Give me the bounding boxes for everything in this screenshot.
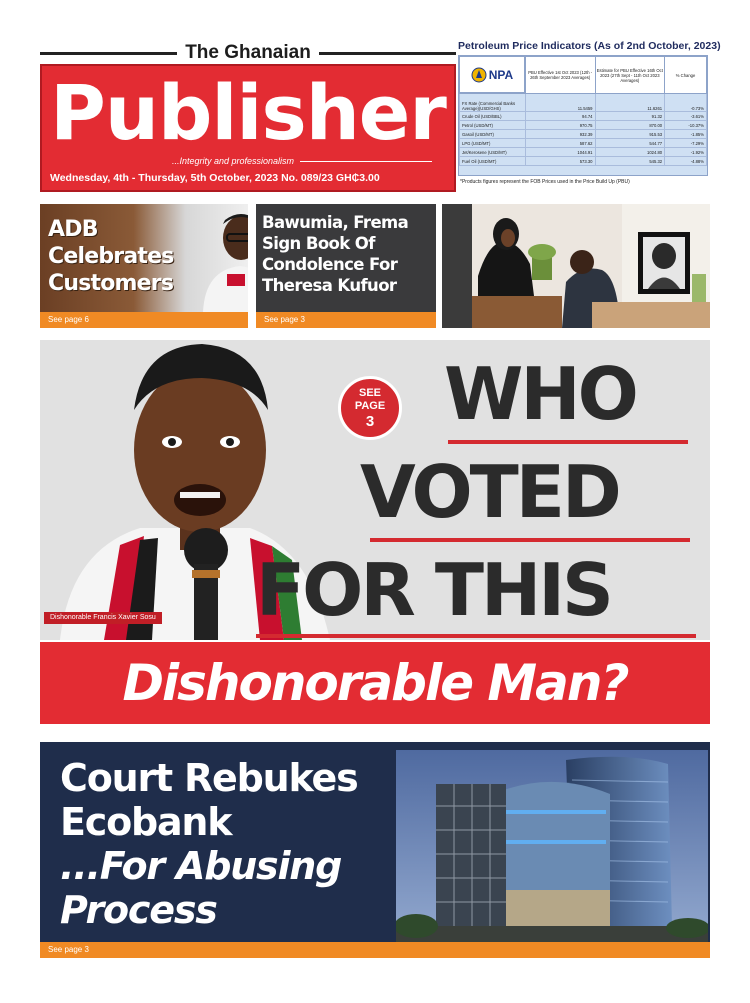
table-row bbox=[460, 157, 707, 166]
teaser-bawumia-headline bbox=[262, 212, 434, 296]
petroleum-row-label: Jet/Kerosene (USD/MT) bbox=[460, 148, 526, 157]
petroleum-cell: 545.32 bbox=[595, 157, 665, 166]
badge-line: PAGE bbox=[354, 399, 386, 412]
npa-emblem-icon bbox=[471, 67, 487, 83]
table-row bbox=[460, 121, 707, 130]
headline-line: Customers bbox=[48, 271, 174, 296]
headline-line: Bawumia, Frema bbox=[262, 213, 409, 232]
petroleum-cell: 870.00 bbox=[595, 121, 665, 130]
petroleum-row-label: Fuel Oil (USD/MT) bbox=[460, 157, 526, 166]
npa-logo bbox=[460, 57, 525, 93]
petroleum-row-label: Crude Oil (USD/BBL) bbox=[460, 112, 526, 121]
petroleum-cell: 573.30 bbox=[525, 157, 595, 166]
petroleum-title: Petroleum Price Indicators (As of 2nd October, 2023) bbox=[458, 40, 721, 52]
teaser-adb-headline bbox=[48, 216, 208, 297]
petroleum-cell: 932.39 bbox=[525, 130, 595, 139]
petroleum-cell: -1.85% bbox=[665, 130, 707, 139]
headline-line: Ecobank bbox=[60, 800, 232, 844]
headline-line: ...For Abusing bbox=[60, 844, 342, 888]
headline-line: Process bbox=[60, 888, 217, 932]
masthead bbox=[40, 40, 456, 192]
lead-headline-line: VOTED bbox=[360, 450, 619, 534]
petroleum-cell: -10.37% bbox=[665, 121, 707, 130]
tagline-rule bbox=[300, 161, 432, 162]
headline-line: Celebrates bbox=[48, 244, 174, 269]
petroleum-cell: 1024.80 bbox=[595, 148, 665, 157]
masthead-dateline: Wednesday, 4th - Thursday, 5th October, 2023 No. 089/23 GH₵3.00 bbox=[50, 172, 380, 184]
headline-line: Sign Book Of bbox=[262, 234, 375, 253]
badge-line: 3 bbox=[365, 412, 375, 430]
lead-headline-line: WHO bbox=[444, 352, 636, 436]
masthead-tagline: ...Integrity and professionalism bbox=[172, 156, 295, 166]
npa-logo-text: NPA bbox=[488, 67, 514, 82]
lead-banner bbox=[40, 640, 710, 724]
petroleum-cell: -3.61% bbox=[665, 112, 707, 121]
headline-rule bbox=[448, 440, 688, 444]
petroleum-cell: -7.29% bbox=[665, 139, 707, 148]
teaser-adb[interactable] bbox=[40, 204, 248, 328]
ecobank-headline bbox=[60, 756, 420, 932]
masthead-kicker-row bbox=[40, 42, 456, 64]
masthead-kicker: The Ghanaian bbox=[185, 42, 311, 63]
petroleum-cell: 94.74 bbox=[525, 112, 595, 121]
petroleum-price-panel bbox=[458, 40, 721, 192]
lead-headline-line: FOR THIS bbox=[256, 548, 611, 632]
table-row bbox=[460, 112, 707, 121]
petroleum-header: PBU Effective 1st Oct 2023 (12th - 26th September 2023 Averages) bbox=[525, 57, 595, 94]
petroleum-header: % Change bbox=[665, 57, 707, 94]
masthead-rule-right bbox=[319, 52, 456, 55]
headline-line: Condolence For bbox=[262, 255, 398, 274]
petroleum-cell: 970.75 bbox=[525, 121, 595, 130]
condolence-scene-image bbox=[442, 204, 710, 328]
headline-line: ADB bbox=[48, 217, 98, 242]
ecobank-story[interactable] bbox=[40, 742, 710, 958]
masthead-title: Publisher bbox=[50, 68, 446, 157]
bank-building-image bbox=[396, 750, 708, 942]
badge-line: SEE bbox=[358, 386, 381, 399]
petroleum-row-label: Petrol (USD/MT) bbox=[460, 121, 526, 130]
petroleum-row-label: FX Rate (Commercial Banks Average)(USD/GHS) bbox=[460, 94, 526, 112]
headline-rule bbox=[370, 538, 690, 542]
petroleum-cell: 11.5459 bbox=[525, 94, 595, 112]
petroleum-cell: 544.77 bbox=[595, 139, 665, 148]
see-page-badge[interactable] bbox=[338, 376, 402, 440]
headline-line: Court Rebukes bbox=[60, 756, 358, 800]
masthead-tagline-row bbox=[172, 154, 432, 168]
headline-rule bbox=[256, 634, 696, 638]
table-row bbox=[460, 94, 707, 112]
photo-caption: Dishonorable Francis Xavier Sosu bbox=[44, 612, 162, 624]
petroleum-cell: 587.62 bbox=[525, 139, 595, 148]
petroleum-table-box bbox=[458, 55, 708, 176]
petroleum-row-label: Gasoil (USD/MT) bbox=[460, 130, 526, 139]
masthead-rule-left bbox=[40, 52, 177, 55]
petroleum-cell: -4.88% bbox=[665, 157, 707, 166]
table-row bbox=[460, 130, 707, 139]
petroleum-cell: 91.32 bbox=[595, 112, 665, 121]
table-row bbox=[460, 148, 707, 157]
petroleum-cell: 1044.91 bbox=[525, 148, 595, 157]
headline-line: Theresa Kufuor bbox=[262, 276, 397, 295]
teaser-bawumia[interactable] bbox=[256, 204, 436, 328]
petroleum-header: Estimate for PBU Effective 16th Oct 2023 (27th Sept - 11th Oct 2023 Averages) bbox=[595, 57, 665, 94]
see-page-strip: See page 3 bbox=[40, 942, 710, 958]
petroleum-cell: 915.53 bbox=[595, 130, 665, 139]
lead-banner-text: Dishonorable Man? bbox=[122, 654, 628, 712]
lead-story[interactable] bbox=[40, 340, 710, 640]
table-row bbox=[460, 139, 707, 148]
petroleum-cell: 11.6261 bbox=[595, 94, 665, 112]
petroleum-cell: -0.73% bbox=[665, 94, 707, 112]
masthead-banner bbox=[40, 64, 456, 192]
condolence-photo[interactable] bbox=[442, 204, 710, 328]
petroleum-row-label: LPG (USD/MT) bbox=[460, 139, 526, 148]
petroleum-note: *Products figures represent the FOB Prices used in the Price Build Up (PBU) bbox=[460, 179, 630, 185]
petroleum-cell: -1.92% bbox=[665, 148, 707, 157]
see-page-strip: See page 6 bbox=[40, 312, 248, 328]
see-page-strip: See page 3 bbox=[256, 312, 436, 328]
